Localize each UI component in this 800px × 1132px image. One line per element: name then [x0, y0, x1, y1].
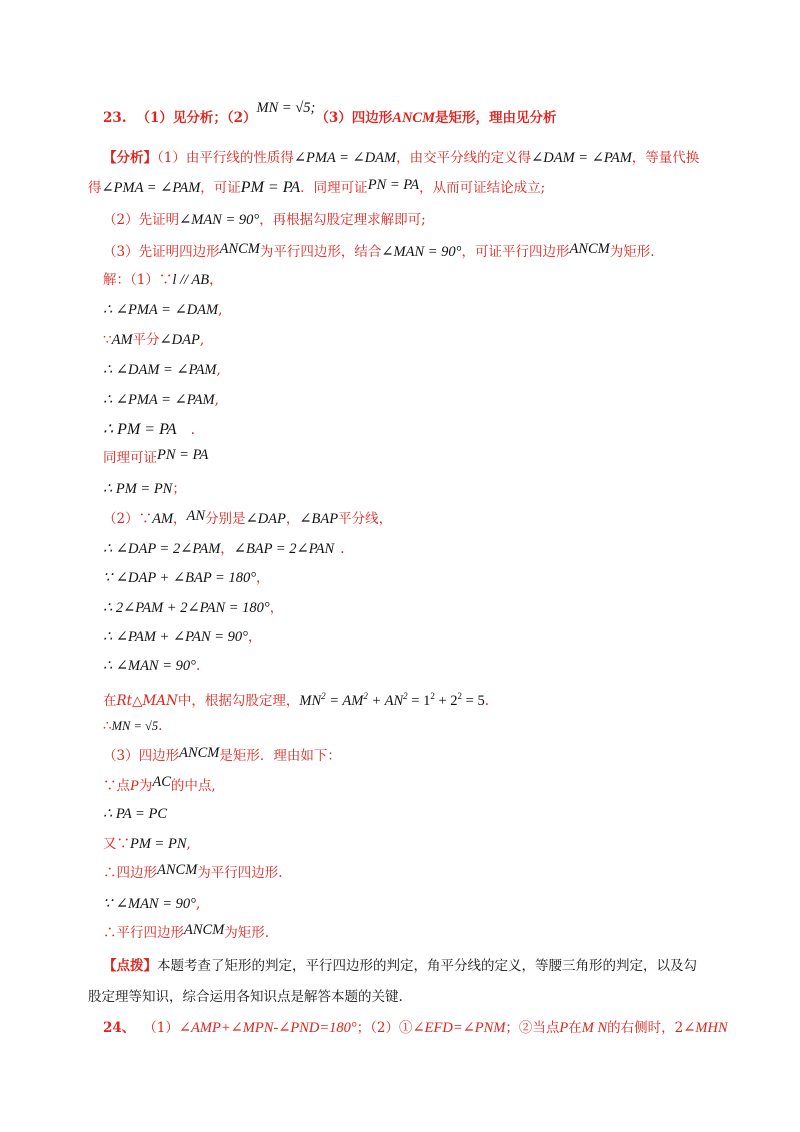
sol-text: 中，根据勾股定理， [177, 693, 300, 709]
sol-text: 为平行四边形. [197, 865, 283, 881]
sol-text: ∵ [103, 332, 112, 348]
sol-text: 是矩形．理由如下： [219, 748, 341, 764]
q23-ancm: ANCM [392, 110, 435, 126]
sol-text: , [216, 362, 221, 378]
math-expr: PN = PA [367, 177, 420, 193]
sol-line-21 [103, 894, 800, 914]
analysis-text: 为平行四边形，结合 [259, 244, 382, 260]
math-expr: ∠PMA = ∠PAM [101, 180, 201, 196]
math-expr: AM [152, 511, 174, 527]
sol-text: 为矩形. [224, 925, 270, 941]
sol-text: 在 [103, 693, 117, 709]
math-expr: AC [152, 774, 171, 790]
q23-answer-part1: （1）见分析；（2） [136, 110, 257, 126]
sol-line-9 [103, 539, 800, 559]
sol-line-3 [103, 360, 800, 380]
math-expr: ∠MAN = 90° [381, 244, 462, 260]
sol-line-19 [103, 834, 800, 854]
sol-text: , [214, 392, 219, 408]
math-expr: ∴ PM = PN [103, 481, 173, 497]
sol-line-15 [103, 716, 800, 736]
analysis-text: ．同理可证 [300, 180, 368, 196]
math-expr: Rt△MAN [116, 693, 178, 709]
math-expr: ∴ 2∠PAM + 2∠PAN = 180° [103, 600, 270, 616]
analysis-tag: 【分析】 [103, 150, 157, 166]
q24-text: ；（2）① [356, 1020, 413, 1036]
q23-header [103, 100, 800, 128]
sol-text: 又∵ [103, 836, 130, 852]
q24-text: 的右侧时，2 [607, 1020, 684, 1036]
sol-text: ， [269, 600, 284, 616]
sol-line-22 [103, 923, 800, 943]
sol-text: （3）四边形 [103, 748, 180, 764]
math-expr: ANCM [157, 862, 198, 878]
q24-line [103, 1018, 800, 1038]
sol-line-5 [103, 420, 800, 440]
sol-text: ， [247, 629, 262, 645]
math-expr: ∠DAP [245, 511, 286, 527]
sol-line-8 [103, 509, 800, 529]
sol-text: 平分线， [338, 511, 393, 527]
pythagoras-expr: $MN^2 = AM^2 + AN^2 = 1^2 + 2^2 = 5$ [299, 691, 485, 709]
sol-text: . [190, 422, 195, 438]
math-expr: ∴ ∠PMA = ∠PAM [103, 392, 215, 408]
math-expr: PN = PA [157, 447, 209, 463]
sol-text: . [484, 693, 489, 709]
comment-text: 本题考查了矩形的判定，平行四边形的判定，角平分线的定义，等腰三角形的判定，以及勾 [157, 958, 697, 974]
analysis-text: 得 [88, 180, 102, 196]
math-expr: ∴ ∠MAN = 90° [103, 658, 196, 674]
math-expr: P [559, 1020, 569, 1036]
sol-text: 同理可证 [103, 450, 157, 466]
analysis-line-2 [88, 178, 800, 198]
comment-text: 股定理等知识，综合运用各知识点是解答本题的关键. [88, 989, 403, 1005]
analysis-text: ，可证 [200, 180, 241, 196]
math-expr: ∵ ∠DAP + ∠BAP = 180° [103, 570, 257, 586]
sol-text: ， [173, 511, 187, 527]
sol-text: 的中点, [170, 778, 216, 794]
sol-text: , [195, 896, 201, 912]
math-expr: ∠BAP [299, 511, 339, 527]
math-expr: ∠DAM = ∠PAM [531, 150, 632, 166]
comment-tag: 【点拨】 [103, 958, 157, 974]
sol-line-17 [103, 776, 800, 796]
sol-text: ∵点 [103, 778, 130, 794]
sol-text: ， [256, 570, 270, 586]
math-expr: ∵ ∠MAN = 90° [103, 896, 196, 912]
analysis-line-3 [103, 210, 800, 230]
math-expr: ∴ ∠DAP = 2∠PAM [103, 541, 221, 557]
q24-text: 在 [568, 1020, 582, 1036]
math-expr: ∠PMA = ∠DAM [293, 150, 397, 166]
sol-text: 平分 [132, 332, 160, 348]
math-expr: ∴ PA = PC [103, 806, 167, 822]
sol-line-6 [103, 448, 800, 468]
sol-line-1 [103, 300, 800, 320]
sol-text: 为 [138, 778, 153, 794]
sol-line-16 [103, 746, 800, 766]
sol-text: , [186, 836, 191, 852]
math-expr: ∠BAP = 2∠PAN [233, 541, 335, 557]
sol-text: , [199, 332, 205, 348]
sol-text: 解：（1）∵ [103, 272, 173, 288]
math-expr: AM [111, 332, 133, 348]
comment-line-2 [88, 987, 800, 1007]
math-expr: MN = √5 [111, 719, 159, 733]
analysis-text: ，由交平分线的定义得 [396, 150, 532, 166]
q23-answer-part4: 是矩形，理由见分析 [435, 110, 557, 126]
analysis-text: （2）先证明 [103, 212, 180, 228]
math-expr: ∴ ∠DAM = ∠PAM [103, 362, 217, 378]
sol-text: , [218, 302, 223, 318]
sol-text: . [195, 658, 201, 674]
math-expr: ∴ ∠PMA = ∠DAM [103, 302, 219, 318]
math-expr: ANCM [569, 241, 610, 257]
q23-mn-formula: MN = √5; [256, 100, 316, 116]
q24-text: ；②当点 [505, 1020, 560, 1036]
math-expr: ∠MAN = 90° [179, 212, 260, 228]
analysis-text: ，可证平行四边形 [461, 244, 570, 260]
math-expr: ∴ ∠PAM + ∠PAN = 90° [103, 629, 248, 645]
comment-line-1 [103, 956, 800, 976]
q24-number: 24、 [103, 1020, 136, 1036]
sol-text: ， [285, 511, 300, 527]
sol-text: 分别是 [205, 511, 246, 527]
sol-text: ∴ [103, 718, 112, 734]
math-expr: ∠EFD=∠PNM [412, 1020, 506, 1036]
math-expr: ∠DAP [159, 332, 200, 348]
analysis-text: （1）由平行线的性质得 [157, 150, 294, 166]
sol-text: ∴平行四边形 [103, 925, 184, 941]
sol-line-10 [103, 568, 800, 588]
sol-line-14 [103, 686, 800, 711]
math-expr: ∠MHN [683, 1020, 728, 1036]
analysis-line-1 [103, 148, 800, 168]
math-expr: PM = PA [240, 179, 301, 196]
sol-line-7 [103, 479, 800, 499]
q24-text: （1） [143, 1020, 179, 1036]
math-expr: ANCM [219, 241, 260, 257]
sol-text: ， [220, 541, 234, 557]
sol-text: ， [209, 272, 223, 288]
math-expr: M N [581, 1020, 608, 1036]
math-expr: ∴ PM = PA [103, 421, 177, 438]
sol-line-12 [103, 627, 800, 647]
sol-text: （2）∵ [103, 511, 153, 527]
sol-text: ； [172, 481, 186, 497]
sol-line-2 [103, 330, 800, 350]
math-expr: l // AB [172, 272, 210, 288]
math-expr: ∠AMP+∠MPN-∠PND=180° [178, 1020, 357, 1036]
analysis-text: ，再根据勾股定理求解即可; [259, 212, 426, 228]
sol-line-0 [103, 270, 800, 290]
math-expr: ANCM [184, 922, 225, 938]
math-expr: P [130, 778, 139, 794]
analysis-text: ，从而可证结论成立; [419, 180, 546, 196]
math-expr: PM = PN [130, 836, 187, 852]
q23-number: 23. [103, 110, 127, 126]
sol-line-11 [103, 598, 800, 618]
analysis-text: ，等量代换 [631, 150, 700, 166]
analysis-text: （3）先证明四边形 [103, 244, 220, 260]
sol-text: ∴四边形 [103, 865, 157, 881]
sol-line-18 [103, 804, 800, 824]
sol-line-13 [103, 656, 800, 676]
math-expr: AN [186, 508, 206, 524]
q23-answer-part3: （3）四边形 [315, 110, 393, 126]
analysis-line-4 [103, 242, 800, 262]
math-expr: ANCM [179, 745, 220, 761]
sol-line-20 [103, 863, 800, 883]
sol-line-4 [103, 390, 800, 410]
sol-text: . [340, 541, 345, 557]
analysis-text: 为矩形. [609, 244, 655, 260]
sol-text: . [158, 718, 163, 734]
